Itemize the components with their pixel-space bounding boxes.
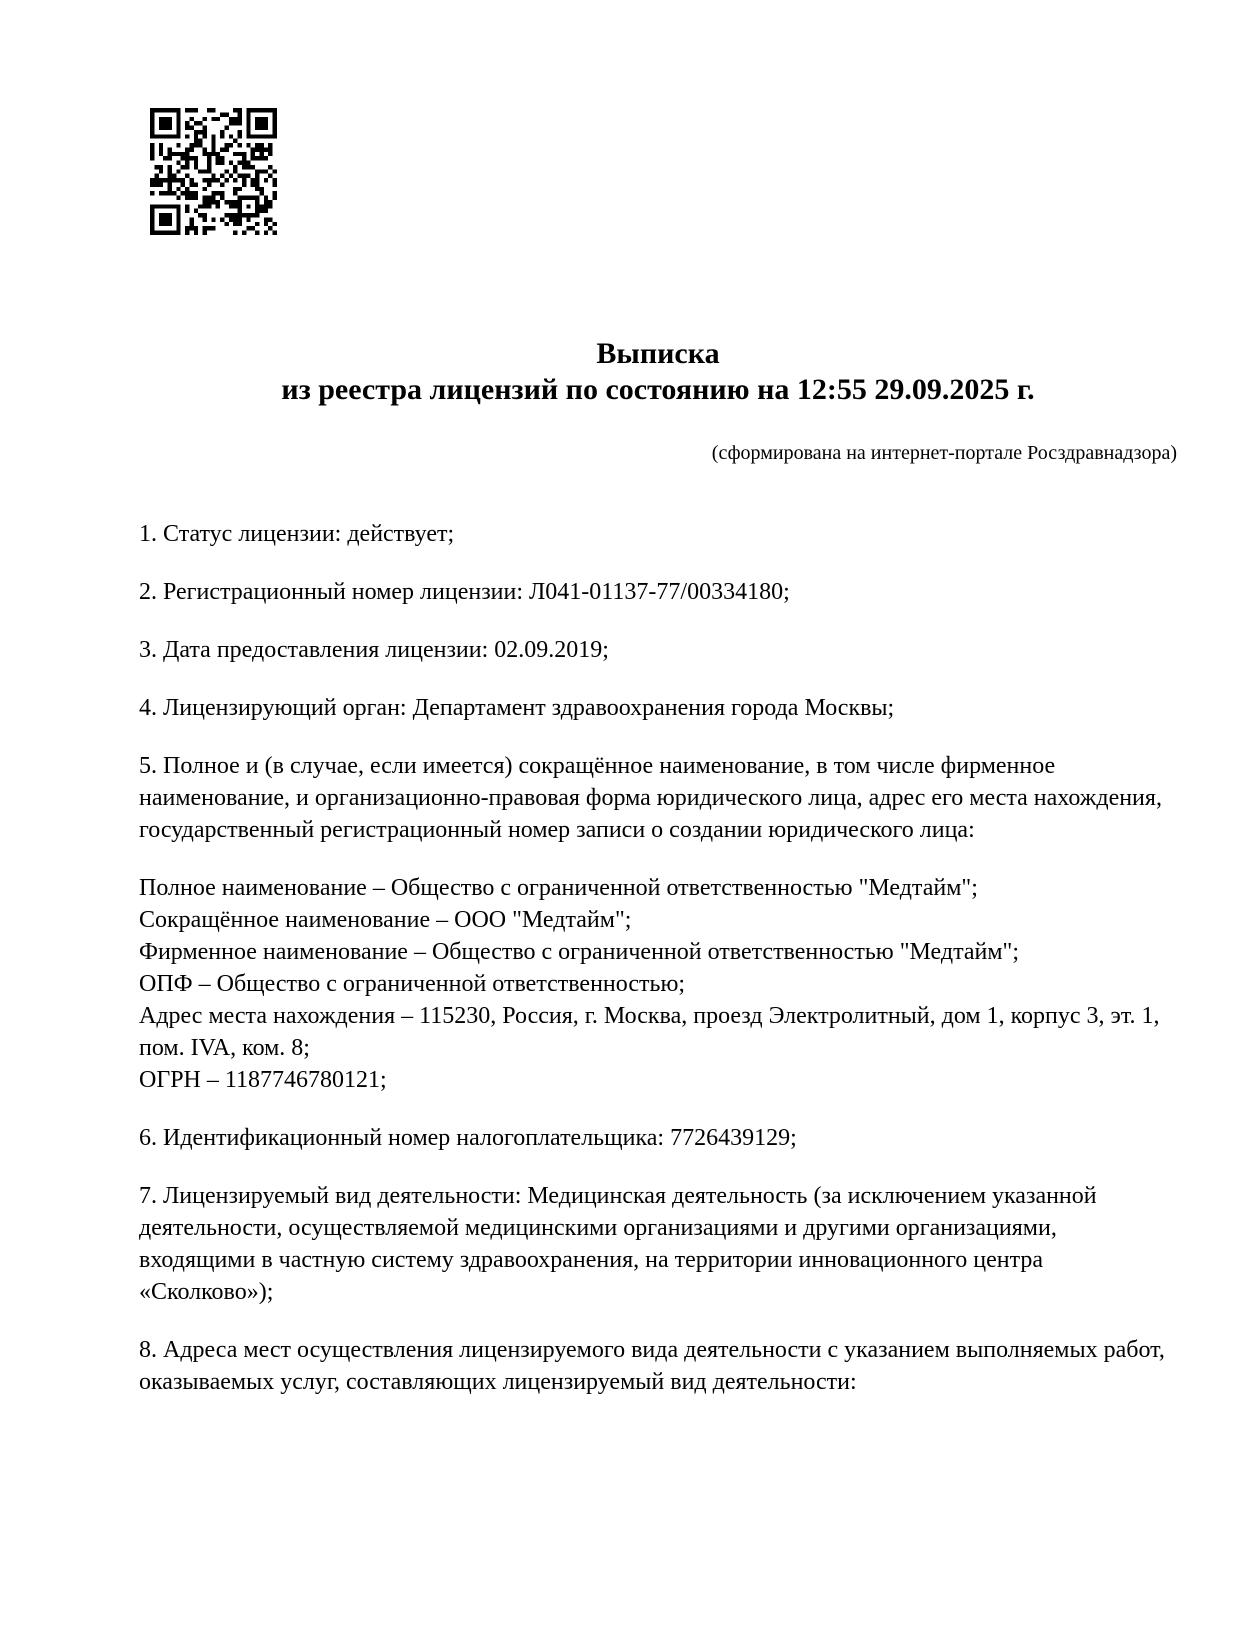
licensed-activity-paragraph: 7. Лицензируемый вид деятельности: Медицинская деятельность (за исключением указанной деятельности, осуществляемой медицинскими организациями и другими организациями, входящими в частную систему здравоохранения, на территории инновационного центра «Сколково»);: [139, 1183, 1097, 1305]
org-full-name-line: Полное наименование – Общество с ограниченной ответственностью "Медтайм";: [139, 875, 978, 901]
registration-number-paragraph: 2. Регистрационный номер лицензии: Л041-01137-77/00334180;: [139, 579, 790, 605]
license-status-paragraph: 1. Статус лицензии: действует;: [139, 521, 455, 547]
qr-code-icon: [150, 108, 277, 235]
taxpayer-id-paragraph: 6. Идентификационный номер налогоплательщика: 7726439129;: [139, 1125, 797, 1151]
org-ogrn-line: ОГРН – 1187746780121;: [139, 1067, 387, 1093]
document-title: [139, 336, 1177, 408]
organization-info-intro-paragraph: 5. Полное и (в случае, если имеется) сокращённое наименование, в том числе фирменное наименование, и организационно-правовая форма юридического лица, адрес его места нахождения, государственный регистрационный номер записи о создании юридического лица:: [139, 753, 1162, 843]
org-short-name-line: Сокращённое наименование – ООО "Медтайм";: [139, 907, 632, 933]
activity-addresses-intro-paragraph: 8. Адреса мест осуществления лицензируемого вида деятельности с указанием выполняемых работ, оказываемых услуг, составляющих лицензируемый вид деятельности:: [139, 1337, 1165, 1395]
licensing-authority-paragraph: 4. Лицензирующий орган: Департамент здравоохранения города Москвы;: [139, 695, 895, 721]
org-address-line: Адрес места нахождения – 115230, Россия, г. Москва, проезд Электролитный, дом 1, корпус 3, эт. 1, пом. IVA, ком. 8;: [139, 1003, 1160, 1061]
document-body: [139, 518, 1177, 1398]
org-brand-name-line: Фирменное наименование – Общество с ограниченной ответственностью "Медтайм";: [139, 939, 1019, 965]
document-subtitle: (сформирована на интернет-портале Росздравнадзора): [711, 442, 1177, 464]
title-line-2: из реестра лицензий по состоянию на 12:55 29.09.2025 г.: [281, 373, 1035, 406]
title-line-1: Выписка: [596, 337, 720, 370]
org-legal-form-line: ОПФ – Общество с ограниченной ответственностью;: [139, 971, 686, 997]
document-content: [139, 336, 1177, 1424]
organization-details-block: [139, 872, 1177, 1096]
license-date-paragraph: 3. Дата предоставления лицензии: 02.09.2019;: [139, 637, 609, 663]
